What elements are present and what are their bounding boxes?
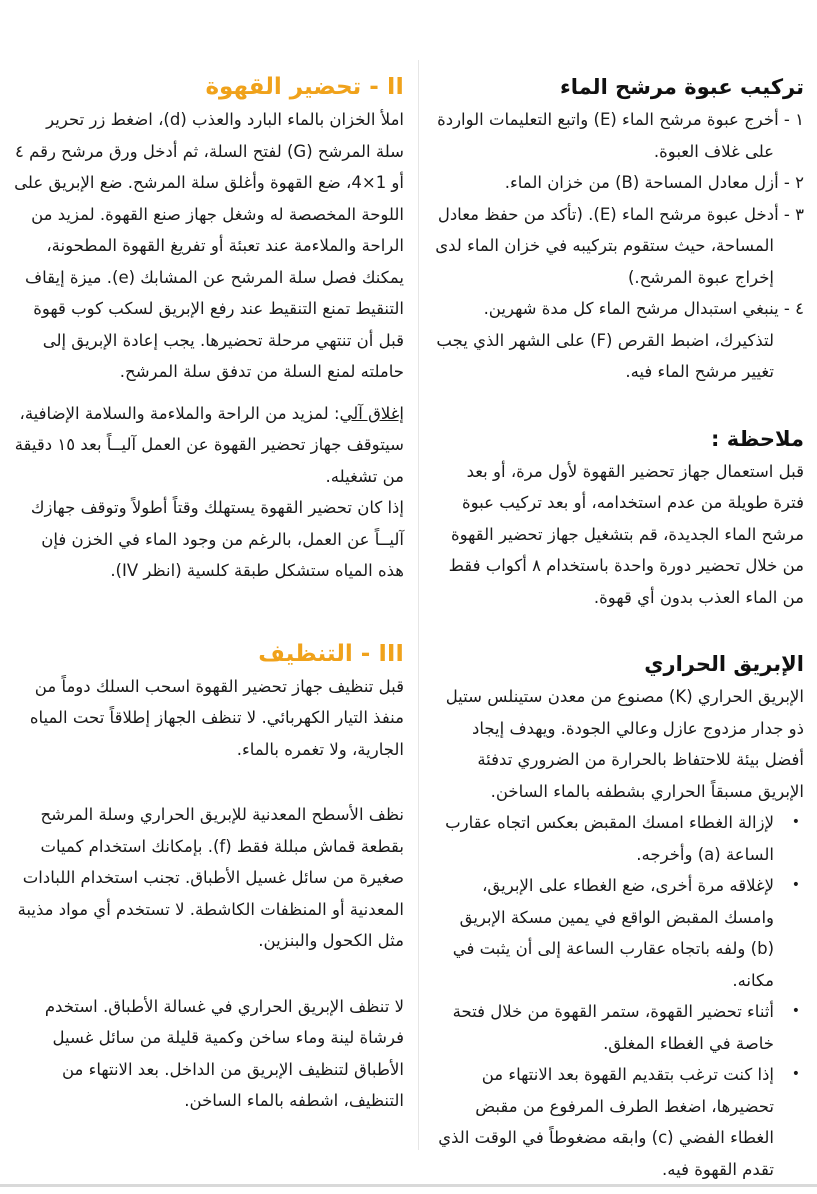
right-column — [432, 70, 804, 1185]
list-item-text: أثناء تحضير القهوة، ستمر القهوة من خلال فتحة خاصة في الغطاء المغلق. — [452, 1002, 774, 1053]
page-bottom-rule — [0, 1184, 817, 1187]
thermal-jug-intro: الإبريق الحراري (K) مصنوع من معدن ستينلس ستيل ذو جدار مزدوج عازل وعالي الجودة. ويهدف إيجاد أفضل بيئة للاحتفاظ بالحرارة من الضروري تدفئة الإبريق مسبقاً الحراري بشطفه بالماء الساخن. — [445, 687, 804, 801]
cleaning-paragraph-1: قبل تنظيف جهاز تحضير القهوة اسحب السلك دوماً من منفذ التيار الكهربائي. لا تنظف الجهاز إطلاقاً تحت المياه الجارية، ولا تغمره بالماء. — [29, 676, 404, 759]
note-text: قبل استعمال جهاز تحضير القهوة لأول مرة، أو بعد فترة طويلة من عدم استخدامه، أو بعد تركيب عبوة مرشح الماء الجديدة، قم بتشغيل جهاز تحضير القهوة من خلال تحضير دورة واحدة باستخدام ٨ أكواب فقط من الماء العذب بدون أي قهوة. — [448, 461, 804, 607]
list-item-text: لإغلاقه مرة أخرى، ضع الغطاء على الإبريق، وامسك المقبض الواقع في يمين مسكة الإبريق (b) ولفه باتجاه عقارب الساعة إلى أن يثبت في مكانه. — [452, 876, 774, 990]
auto-off-paragraph — [14, 398, 404, 493]
spacer — [14, 587, 404, 637]
filter-step-4: ٤ - ينبغي استبدال مرشح الماء كل مدة شهرين. لتذكيرك، اضبط القرص (F) على الشهر الذي يجب تغيير مرشح الماء فيه. — [436, 299, 804, 381]
column-divider — [418, 60, 419, 1150]
note-section — [432, 422, 804, 614]
list-item — [432, 1059, 804, 1185]
filter-installation-section — [432, 70, 804, 388]
filter-step-1: ١ - أخرج عبوة مرشح الماء (E) واتبع التعليمات الواردة على غلاف العبوة. — [437, 110, 804, 161]
brewing-title: II - تحضير القهوة — [205, 74, 404, 100]
cleaning-paragraph-3: لا تنظف الإبريق الحراري في غسالة الأطباق. استخدم فرشاة لينة وماء ساخن وكمية قليلة من سائل غسيل الأطباق لتنظيف الإبريق من الداخل. بعد الانتهاء من التنظيف، اشطفه بالماء الساخن. — [44, 996, 404, 1110]
list-item-text: إذا كنت ترغب بتقديم القهوة بعد الانتهاء من تحضيرها، اضغط الطرف المرفوع من مقبض الغطاء الفضي (c) وابقه مضغوطاً في الوقت الذي تقدم القهوة فيه. — [438, 1065, 774, 1179]
auto-off-label: إغلاق آلي — [339, 403, 404, 423]
note-title: ملاحظة : — [711, 426, 804, 451]
list-item — [432, 807, 804, 870]
brewing-text: املأ الخزان بالماء البارد والعذب (d)، اضغط زر تحرير سلة المرشح (G) لفتح السلة، ثم أدخل ورق مرشح رقم ٤ أو 1×4، ضع القهوة وأغلق سلة المرشح. ضع الإبريق على اللوحة المخصصة له وشغل جهاز صنع القهوة. لمزيد من الراحة والملاءمة عند تعبئة أو تفريغ القهوة المطحونة، يمكنك فصل سلة المرشح عن المشابك (e). ميزة إيقاف التنقيط تمنع التنقيط عند رفع الإبريق لسكب كوب قهوة قبل أن تنتهي مرحلة تحضيرها. يجب إعادة الإبريق إلى حاملته لمنع السلة من تدفق سلة المرشح. — [14, 110, 404, 381]
scale-text: إذا كان تحضير القهوة يستهلك وقتاً أطولاً وتوقف جهازك آليــاً عن العمل، بالرغم من وجود الماء في الخزن فإن هذه المياه ستشكل طبقة كلسية (انظر IV). — [30, 498, 404, 580]
bullet-icon: • — [791, 877, 800, 893]
bullet-icon: • — [791, 1003, 800, 1019]
thermal-jug-bullets — [432, 807, 804, 1185]
auto-off-text: : لمزيد من الراحة والملاءمة والسلامة الإضافية، سيتوقف جهاز تحضير القهوة عن العمل آليــاً بعد ١٥ دقيقة من تشغيله. — [14, 403, 404, 486]
bullet-icon: • — [791, 814, 800, 830]
spacer — [14, 957, 404, 991]
filter-section-title: تركيب عبوة مرشح الماء — [559, 75, 804, 99]
list-item — [432, 996, 804, 1059]
left-column — [14, 70, 404, 1117]
spacer — [14, 388, 404, 398]
spacer — [432, 388, 804, 422]
list-item-text: لإزالة الغطاء امسك المقبض بعكس اتجاه عقارب الساعة (a) وأخرجه. — [445, 813, 774, 864]
bullet-icon: • — [791, 1066, 800, 1082]
brewing-section — [14, 70, 404, 587]
cleaning-paragraph-2: نظف الأسطح المعدنية للإبريق الحراري وسلة المرشح بقطعة قماش مبللة فقط (f). بإمكانك استخدام كميات صغيرة من سائل غسيل الأطباق. تجنب استخدام اللبادات المعدنية أو المنظفات الكاشطة. لا تستخدم أي مواد مذيبة مثل الكحول والبنزين. — [17, 805, 404, 950]
cleaning-title: III - التنظيف — [258, 640, 404, 667]
filter-step-2: ٢ - أزل معادل المساحة (B) من خزان الماء. — [504, 173, 804, 192]
spacer — [432, 613, 804, 647]
list-item — [432, 870, 804, 996]
spacer — [14, 765, 404, 799]
cleaning-section — [14, 637, 404, 1117]
thermal-jug-title: الإبريق الحراري — [644, 652, 804, 676]
thermal-jug-section — [432, 647, 804, 1185]
filter-step-3: ٣ - أدخل عبوة مرشح الماء (E). (تأكد من حفظ معادل المساحة، حيث ستقوم بتركيبه في خزان الماء لدى إخراج عبوة المرشح.) — [435, 204, 804, 287]
